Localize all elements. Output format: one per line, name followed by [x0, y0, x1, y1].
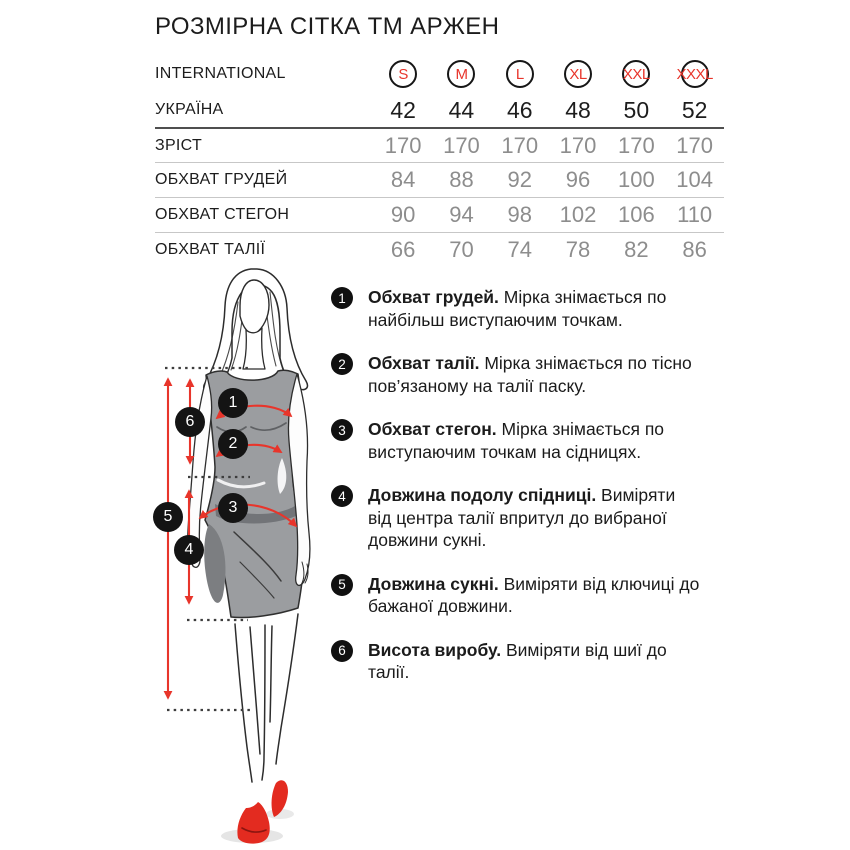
note-number-badge: 4 [331, 485, 353, 507]
size-cell [665, 60, 723, 88]
row-label-bust: ОБХВАТ ГРУДЕЙ [155, 171, 288, 188]
value-cell: 98 [507, 202, 532, 227]
value-cell: 170 [617, 132, 655, 158]
value-cell: 170 [501, 132, 539, 158]
note-term: Обхват стегон. [368, 419, 497, 439]
table-row-bust [155, 162, 724, 197]
note-desc: Мірка знімається по виступаючим точкам на сідницях. [368, 419, 665, 462]
note-term: Обхват грудей. [368, 287, 499, 307]
size-table [155, 55, 724, 267]
value-cell: 104 [676, 167, 713, 192]
value-cell: 86 [682, 237, 707, 262]
note-text [368, 573, 702, 618]
value-cell: 102 [559, 202, 597, 227]
figure-marker-bust: 1 [218, 388, 248, 418]
size-cell [549, 60, 607, 88]
note-item-torso-height [331, 639, 723, 684]
note-desc: Мірка знімається по найбільш виступаючим точкам. [368, 287, 667, 330]
note-desc: Виміряти від центра талії впритул до вибраної довжини сукні. [368, 485, 676, 550]
note-term: Довжина сукні. [368, 573, 499, 594]
value-cell: 84 [390, 167, 416, 192]
table-row-height [155, 127, 724, 162]
ua-size-cell: 42 [390, 96, 416, 123]
size-badge-m: M [447, 60, 475, 88]
note-number-badge: 2 [331, 353, 353, 375]
note-number-badge: 3 [331, 419, 353, 441]
note-text [368, 286, 702, 331]
measurement-notes [331, 286, 723, 705]
value-cell: 94 [449, 202, 474, 227]
size-badge-xxxl: XXXL [681, 60, 709, 88]
dress-sketch-svg [130, 262, 360, 850]
ua-size-cell: 44 [448, 96, 475, 123]
row-label-international: INTERNATIONAL [155, 65, 286, 82]
size-cell [491, 60, 549, 88]
figure-illustration [130, 262, 360, 850]
note-number-badge: 6 [331, 640, 353, 662]
row-label-hips: ОБХВАТ СТЕГОН [155, 206, 290, 223]
figure-marker-waist: 2 [218, 429, 248, 459]
value-cell: 170 [384, 132, 422, 158]
figure-marker-torso-height: 6 [175, 407, 205, 437]
size-badge-xl: XL [564, 60, 592, 88]
note-desc: Мірка знімається по тісно пов’язаному на талії паску. [368, 353, 692, 396]
note-term: Висота виробу. [368, 639, 502, 660]
note-item-waist [331, 352, 723, 397]
note-term: Довжина подолу спідниці. [368, 485, 597, 505]
value-cell: 100 [617, 167, 655, 192]
note-item-hips [331, 418, 723, 463]
ua-size-cell: 48 [565, 96, 591, 123]
value-cell: 88 [449, 167, 474, 192]
size-badge-xxl: XXL [622, 60, 650, 88]
note-text [368, 418, 702, 463]
note-desc: Виміряти від шиї до талії. [368, 639, 667, 682]
value-cell: 74 [507, 237, 532, 262]
row-label-waist: ОБХВАТ ТАЛІЇ [155, 241, 266, 258]
row-label-height: ЗРІСТ [155, 136, 203, 154]
note-item-dress-length [331, 573, 723, 618]
value-cell: 90 [390, 202, 416, 227]
note-text [368, 352, 702, 397]
value-cell: 170 [676, 132, 713, 158]
value-cell: 82 [624, 237, 649, 262]
note-number-badge: 1 [331, 287, 353, 309]
value-cell: 66 [390, 237, 416, 262]
note-item-skirt-length [331, 484, 723, 552]
size-badge-l: L [506, 60, 534, 88]
value-cell: 170 [443, 132, 480, 158]
size-badge-s: S [389, 60, 417, 88]
table-row-international [155, 55, 724, 93]
page-title: РОЗМІРНА СІТКА ТМ АРЖЕН [155, 13, 500, 40]
note-item-bust [331, 286, 723, 331]
table-row-hips [155, 197, 724, 232]
figure-marker-hips: 3 [218, 493, 248, 523]
value-cell: 92 [507, 167, 532, 192]
note-text [368, 639, 702, 684]
value-cell: 110 [677, 202, 713, 227]
size-cell [607, 60, 665, 88]
note-desc: Виміряти від ключиці до бажаної довжини. [368, 573, 700, 616]
note-text [368, 484, 702, 552]
ua-size-cell: 52 [681, 96, 708, 123]
figure-marker-skirt-length: 4 [174, 535, 204, 565]
size-cell [374, 60, 432, 88]
table-row-ukraine [155, 93, 724, 127]
size-cell [432, 60, 490, 88]
row-label-ukraine: УКРАЇНА [155, 101, 224, 118]
note-number-badge: 5 [331, 574, 353, 596]
ua-size-cell: 50 [623, 96, 650, 123]
value-cell: 70 [449, 237, 474, 262]
note-term: Обхват талії. [368, 353, 480, 373]
value-cell: 106 [617, 202, 655, 227]
value-cell: 96 [565, 167, 591, 192]
value-cell: 170 [559, 132, 597, 158]
figure-marker-dress-length: 5 [153, 502, 183, 532]
ua-size-cell: 46 [506, 96, 533, 123]
value-cell: 78 [565, 237, 591, 262]
